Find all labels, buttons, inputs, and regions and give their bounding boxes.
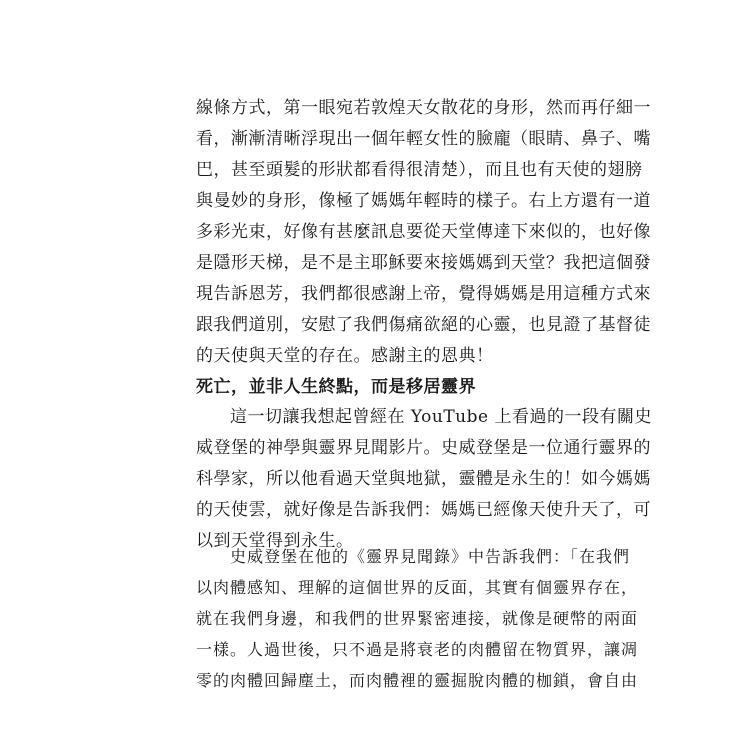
- text-line: 與曼妙的身形，像極了媽媽年輕時的樣子。右上方還有一道: [196, 191, 651, 211]
- text-line: 的天使雲，就好像是告訴我們：媽媽已經像天使升天了，可: [196, 500, 651, 520]
- text-line: 一樣。人過世後，只不過是將衰老的肉體留在物質界，讓凋: [196, 640, 639, 659]
- text-line: 線條方式，第一眼宛若敦煌天女散花的身形，然而再仔細一: [196, 98, 651, 118]
- section-heading: 死亡，並非人生終點，而是移居靈界: [196, 377, 476, 397]
- text-line: 以肉體感知、理解的這個世界的反面，其實有個靈界存在，: [196, 578, 639, 597]
- text-line: 的天使與天堂的存在。感謝主的恩典！: [196, 346, 494, 366]
- text-line: 史威登堡在他的《靈界見聞錄》中告訴我們：「在我們: [230, 547, 631, 566]
- text-line: 多彩光束，好像有甚麼訊息要從天堂傳達下來似的，也好像: [196, 222, 651, 242]
- text-line: 巴，甚至頭髮的形狀都看得很清楚），而且也有天使的翅膀: [196, 160, 643, 180]
- text-line: 看，漸漸清晰浮現出一個年輕女性的臉龐（眼睛、鼻子、嘴: [196, 129, 651, 149]
- paragraph-spirit-world-quote: [196, 541, 639, 696]
- text-line: 跟我們道別，安慰了我們傷痛欲絕的心靈，也見證了基督徒: [196, 315, 651, 335]
- text-line: 就在我們身邊，和我們的世界緊密連接，就像是硬幣的兩面: [196, 609, 639, 628]
- text-line: 零的肉體回歸塵土，而肉體裡的靈掘脫肉體的枷鎖，會自由: [196, 671, 639, 690]
- paragraph-angel-cloud: [196, 93, 651, 372]
- text-line: 是隱形天梯，是不是主耶穌要來接媽媽到天堂？我把這個發: [196, 253, 651, 273]
- text-line: 科學家，所以他看過天堂與地獄，靈體是永生的！如今媽媽: [196, 469, 651, 489]
- text-line: 威登堡的神學與靈界見聞影片。史威登堡是一位通行靈界的: [196, 438, 651, 458]
- text-line: 這一切讓我想起曾經在 YouTube 上看過的一段有關史: [230, 407, 652, 427]
- text-line: 現告訴恩芳，我們都很感謝上帝，覺得媽媽是用這種方式來: [196, 284, 651, 304]
- text-line: 以到天堂得到永生。: [196, 531, 354, 551]
